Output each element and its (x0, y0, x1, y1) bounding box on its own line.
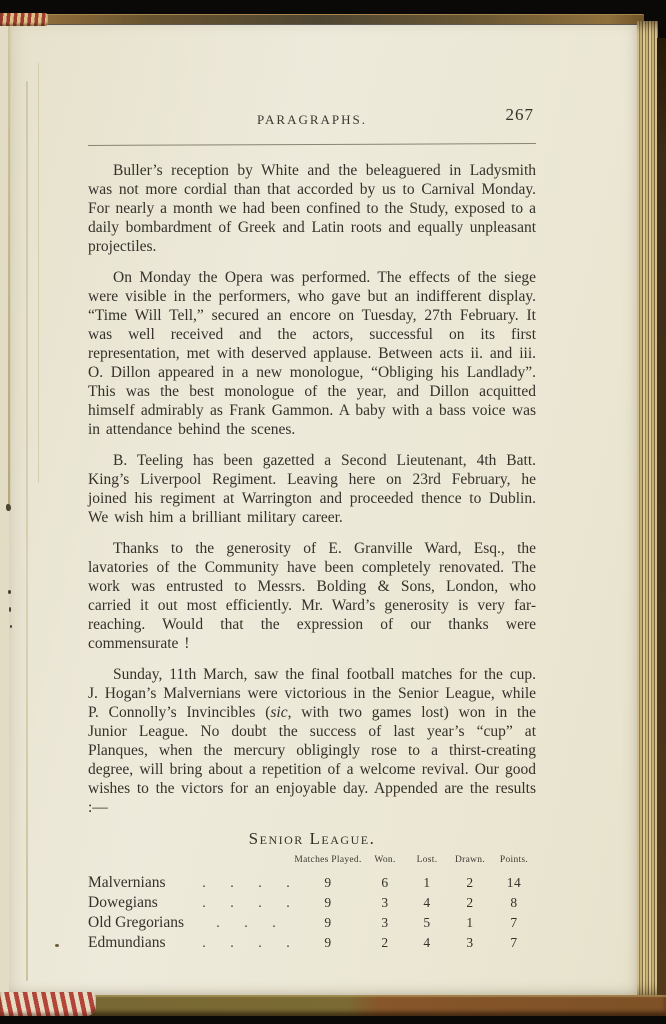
dot-leader: . . . . (202, 936, 290, 951)
stat-value: 9 (324, 875, 332, 890)
league-table (88, 851, 536, 953)
running-header (88, 107, 536, 131)
stat-value: 9 (324, 895, 332, 910)
headband-bottom (0, 992, 96, 1016)
column-header: Lost. (416, 855, 438, 865)
book-top-edge (44, 14, 644, 24)
page-crease (38, 63, 39, 483)
book-cover-edge (657, 38, 666, 1000)
team-name: Old Gregorians (88, 914, 184, 931)
page-crease (26, 81, 28, 981)
team-name: Edmundians (88, 934, 166, 951)
stat-value: 3 (381, 915, 389, 930)
column-header: Matches Played. (294, 855, 362, 865)
ink-speck (10, 625, 12, 628)
paragraph (88, 665, 536, 817)
team-name: Dowegians (88, 894, 158, 911)
column-header: Drawn. (454, 855, 486, 865)
ink-speck (55, 944, 59, 947)
dot-leader: . . . . (202, 876, 290, 891)
book-bottom-edge (0, 995, 666, 1016)
stat-value: 9 (324, 915, 332, 930)
sic-italic: sic (270, 704, 288, 721)
ink-speck (9, 607, 11, 612)
page-number: 267 (505, 105, 534, 124)
stat-value: 2 (466, 875, 474, 890)
table-row (88, 873, 536, 893)
page-title: PARAGRAPHS. (256, 112, 368, 127)
stat-value: 9 (324, 935, 332, 950)
stat-value: 5 (423, 915, 431, 930)
stat-value: 6 (381, 875, 389, 890)
page-edge-stack (637, 21, 658, 999)
table-row (88, 913, 536, 933)
stat-value: 14 (506, 875, 522, 890)
stat-value: 3 (381, 895, 389, 910)
stat-value: 7 (510, 935, 518, 950)
paragraph: On Monday the Opera was performed. The effects of the siege were visible in the performers, who gave but an indifferent display. “Time Will Tell,” secured an encore on Tuesday, 27th February. It was well received and the actors, successful on its first representation, met with deserved applause. Between acts ii. and iii. O. Dillon appeared in a new monologue, “Obliging his Landlady”. This was the best monologue of the year, and Dillon acquitted himself admirably as Frank Gammon. A baby with a bass voice was in attendance behind the scenes. (88, 269, 536, 438)
table-title: Senior League. (248, 829, 376, 848)
paragraph: Thanks to the generosity of E. Granville Ward, Esq., the lavatories of the Community have been completely renovated. The work was entrusted to Messrs. Bolding & Sons, London, who carried it out most efficiently. Mr. Ward’s generosity is very far-reaching. Would that the expression of our thanks were commensurate ! (88, 540, 536, 652)
dot-leader: . . . . (202, 896, 290, 911)
header-rule (88, 143, 536, 146)
stat-value: 2 (466, 895, 474, 910)
column-header: Points. (499, 855, 529, 865)
table-row (88, 893, 536, 913)
ink-speck (8, 590, 11, 594)
stat-value: 8 (510, 895, 518, 910)
stat-value: 4 (423, 935, 431, 950)
stat-value: 1 (466, 915, 474, 930)
page-crease (8, 23, 10, 505)
headband-top (0, 13, 48, 26)
paragraph-text: , with two games lost) won in the Junior League. No doubt the success of last year’s “cup” at Planques, when the mercury obligingly rose to a thirst-creating degree, will bring about a repetition of a welcome revival. Our good wishes to the victors for an enjoyable day. Appended are the results :— (88, 704, 536, 816)
table-header-row (88, 851, 536, 873)
stat-value: 2 (381, 935, 389, 950)
dot-leader: . . . (216, 916, 276, 931)
stat-value: 1 (423, 875, 431, 890)
page-content (88, 107, 536, 953)
column-header: Won. (374, 855, 396, 865)
paragraph: Buller’s reception by White and the beleaguered in Ladysmith was not more cordial than that accorded by us to Carnival Monday. For nearly a month we had been confined to the Study, exposed to a daily bombardment of Greek and Latin roots and equally unpleasant projectiles. (88, 162, 536, 255)
book-page (0, 23, 638, 997)
stat-value: 7 (510, 915, 518, 930)
team-name: Malvernians (88, 874, 166, 891)
table-row (88, 933, 536, 953)
paragraph: B. Teeling has been gazetted a Second Lieutenant, 4th Batt. King’s Liverpool Regiment. Leaving here on 23rd February, he joined his regiment at Warrington and proceeded thence to Dublin. We wish him a brilliant military career. (88, 452, 536, 526)
paragraph-text: Sunday, 11th March, saw the final football matches for the cup. J. Hogan’s Malvernians were victorious in the Senior League, while P. Connolly’s Invincibles ( (88, 666, 536, 721)
stat-value: 3 (466, 935, 474, 950)
body-text (88, 161, 536, 817)
stat-value: 4 (423, 895, 431, 910)
